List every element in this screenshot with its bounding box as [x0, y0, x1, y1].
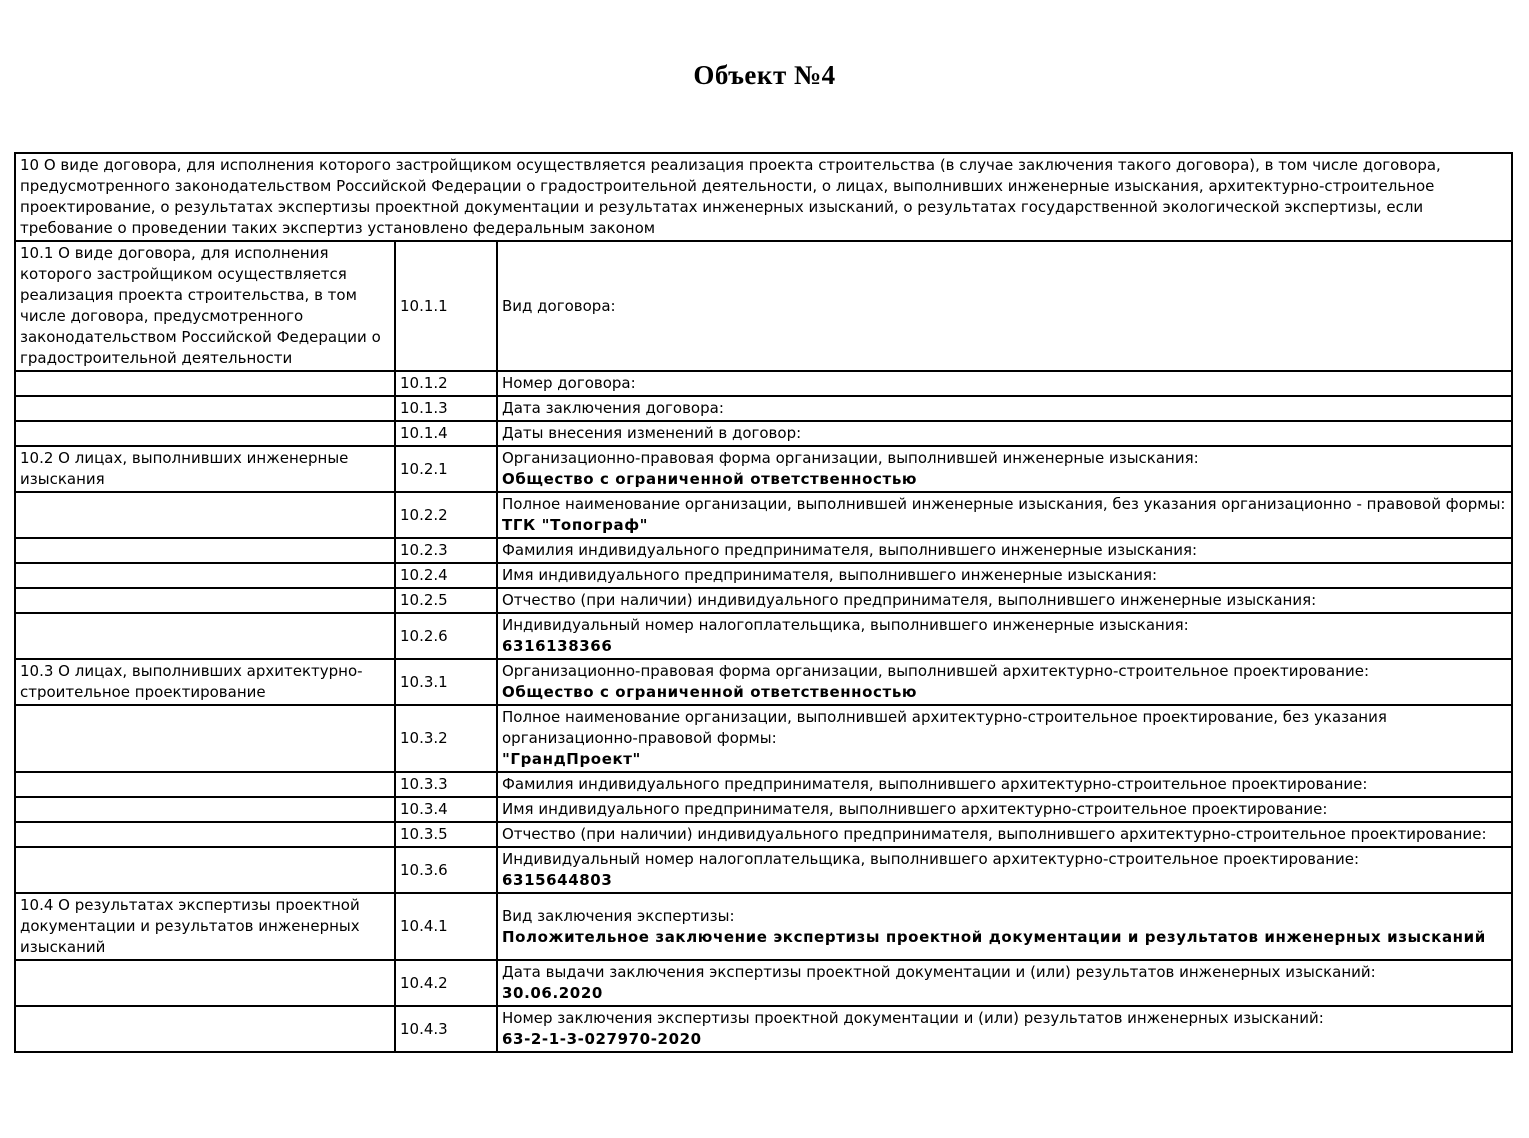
row-number-cell: 10.2.4 [395, 563, 497, 588]
row-content-cell [497, 588, 1512, 613]
field-value: 6315644803 [502, 871, 613, 889]
field-label: Фамилия индивидуального предпринимателя, выполнившего инженерные изыскания: [502, 541, 1198, 559]
row-number-cell: 10.3.5 [395, 822, 497, 847]
field-value: 63-2-1-3-027970-2020 [502, 1030, 702, 1048]
table-row [15, 847, 1512, 893]
section-title-cell: 10.3 О лицах, выполнивших архитектурно-строительное проектирование [15, 659, 395, 705]
row-number-cell: 10.2.2 [395, 492, 497, 538]
field-label: Дата заключения договора: [502, 399, 724, 417]
section-title-cell [15, 797, 395, 822]
table-row [15, 492, 1512, 538]
row-content-cell [497, 1006, 1512, 1052]
row-number-cell: 10.4.2 [395, 960, 497, 1006]
section-title-cell: 10.4 О результатах экспертизы проектной документации и результатов инженерных изысканий [15, 893, 395, 960]
row-number-cell: 10.2.3 [395, 538, 497, 563]
field-label: Даты внесения изменений в договор: [502, 424, 802, 442]
row-number-cell: 10.2.1 [395, 446, 497, 492]
field-label: Отчество (при наличии) индивидуального предпринимателя, выполнившего архитектурно-строительное проектирование: [502, 825, 1487, 843]
declaration-table [14, 152, 1513, 1053]
table-row [15, 705, 1512, 772]
row-content-cell [497, 659, 1512, 705]
row-number-cell: 10.2.5 [395, 588, 497, 613]
table-row [15, 960, 1512, 1006]
field-value: "ГрандПроект" [502, 750, 641, 768]
field-label: Организационно-правовая форма организации, выполнившей инженерные изыскания: [502, 449, 1199, 467]
section-title-cell [15, 822, 395, 847]
row-number-cell: 10.3.4 [395, 797, 497, 822]
row-content-cell [497, 396, 1512, 421]
row-number-cell: 10.2.6 [395, 613, 497, 659]
table-row [15, 396, 1512, 421]
field-label: Имя индивидуального предпринимателя, выполнившего инженерные изыскания: [502, 566, 1158, 584]
field-label: Отчество (при наличии) индивидуального предпринимателя, выполнившего инженерные изыскания: [502, 591, 1317, 609]
row-content-cell [497, 893, 1512, 960]
field-value: 6316138366 [502, 637, 613, 655]
row-number-cell: 10.1.4 [395, 421, 497, 446]
field-label: Номер договора: [502, 374, 636, 392]
row-number-cell: 10.3.2 [395, 705, 497, 772]
table-row [15, 772, 1512, 797]
row-content-cell [497, 847, 1512, 893]
table-row [15, 241, 1512, 371]
field-label: Полное наименование организации, выполнившей архитектурно-строительное проектирование, без указания организационно-правовой формы: [502, 708, 1387, 747]
row-content-cell [497, 960, 1512, 1006]
section-title-cell [15, 960, 395, 1006]
table-row [15, 153, 1512, 241]
section-title-cell [15, 371, 395, 396]
section-title-cell [15, 613, 395, 659]
row-content-cell [497, 538, 1512, 563]
row-content-cell [497, 492, 1512, 538]
section-title-cell [15, 772, 395, 797]
row-content-cell [497, 705, 1512, 772]
section-title-cell [15, 421, 395, 446]
table-row [15, 421, 1512, 446]
table-row [15, 538, 1512, 563]
row-content-cell [497, 797, 1512, 822]
row-content-cell [497, 563, 1512, 588]
table-row [15, 613, 1512, 659]
field-value: Общество с ограниченной ответственностью [502, 683, 918, 701]
section-header-cell: 10 О виде договора, для исполнения которого застройщиком осуществляется реализация проекта строительства (в случае заключения такого договора), в том числе договора, предусмотренного законодательством Российской Федерации о градостроительной деятельности, о лицах, выполнивших инженерные изыскания, архитектурно-строительное проектирование, о результатах экспертизы проектной документации и результатах инженерных изысканий, о результатах государственной экологической экспертизы, если требование о проведении таких экспертиз установлено федеральным законом [15, 153, 1512, 241]
field-label: Полное наименование организации, выполнившей инженерные изыскания, без указания организационно - правовой формы: [502, 495, 1506, 513]
field-label: Индивидуальный номер налогоплательщика, выполнившего инженерные изыскания: [502, 616, 1189, 634]
table-row [15, 371, 1512, 396]
field-label: Вид заключения экспертизы: [502, 906, 735, 925]
field-value: Общество с ограниченной ответственностью [502, 470, 918, 488]
section-title-cell: 10.2 О лицах, выполнивших инженерные изыскания [15, 446, 395, 492]
section-title-cell [15, 1006, 395, 1052]
section-title-cell [15, 847, 395, 893]
row-content-cell [497, 421, 1512, 446]
row-content-cell [497, 772, 1512, 797]
table-row [15, 1006, 1512, 1052]
field-value: Положительное заключение экспертизы проектной документации и результатов инженерных изысканий [502, 927, 1486, 946]
table-row [15, 659, 1512, 705]
section-title-cell [15, 396, 395, 421]
field-label: Номер заключения экспертизы проектной документации и (или) результатов инженерных изысканий: [502, 1009, 1324, 1027]
table-row [15, 822, 1512, 847]
table-row [15, 797, 1512, 822]
field-label: Вид договора: [502, 296, 616, 315]
row-number-cell: 10.1.1 [395, 241, 497, 371]
section-title-cell: 10.1 О виде договора, для исполнения которого застройщиком осуществляется реализация проекта строительства, в том числе договора, предусмотренного законодательством Российской Федерации о градостроительной деятельности [15, 241, 395, 371]
row-number-cell: 10.1.3 [395, 396, 497, 421]
field-label: Индивидуальный номер налогоплательщика, выполнившего архитектурно-строительное проектирование: [502, 850, 1360, 868]
section-title-cell [15, 538, 395, 563]
row-number-cell: 10.3.6 [395, 847, 497, 893]
field-label: Дата выдачи заключения экспертизы проектной документации и (или) результатов инженерных изысканий: [502, 963, 1376, 981]
row-content-cell [497, 371, 1512, 396]
table-row [15, 588, 1512, 613]
row-content-cell [497, 446, 1512, 492]
section-title-cell [15, 492, 395, 538]
section-title-cell [15, 705, 395, 772]
section-title-cell [15, 563, 395, 588]
field-label: Имя индивидуального предпринимателя, выполнившего архитектурно-строительное проектирование: [502, 800, 1328, 818]
row-number-cell: 10.1.2 [395, 371, 497, 396]
row-content-cell [497, 241, 1512, 371]
table-row [15, 446, 1512, 492]
row-number-cell: 10.4.1 [395, 893, 497, 960]
table-row [15, 893, 1512, 960]
field-label: Фамилия индивидуального предпринимателя, выполнившего архитектурно-строительное проектирование: [502, 775, 1368, 793]
row-number-cell: 10.3.1 [395, 659, 497, 705]
document-title: Объект №4 [693, 60, 836, 90]
table-row [15, 563, 1512, 588]
row-number-cell: 10.3.3 [395, 772, 497, 797]
field-value: ТГК "Топограф" [502, 516, 649, 534]
section-title-cell [15, 588, 395, 613]
row-content-cell [497, 822, 1512, 847]
row-number-cell: 10.4.3 [395, 1006, 497, 1052]
field-value: 30.06.2020 [502, 984, 603, 1002]
row-content-cell [497, 613, 1512, 659]
field-label: Организационно-правовая форма организации, выполнившей архитектурно-строительное проектирование: [502, 662, 1370, 680]
